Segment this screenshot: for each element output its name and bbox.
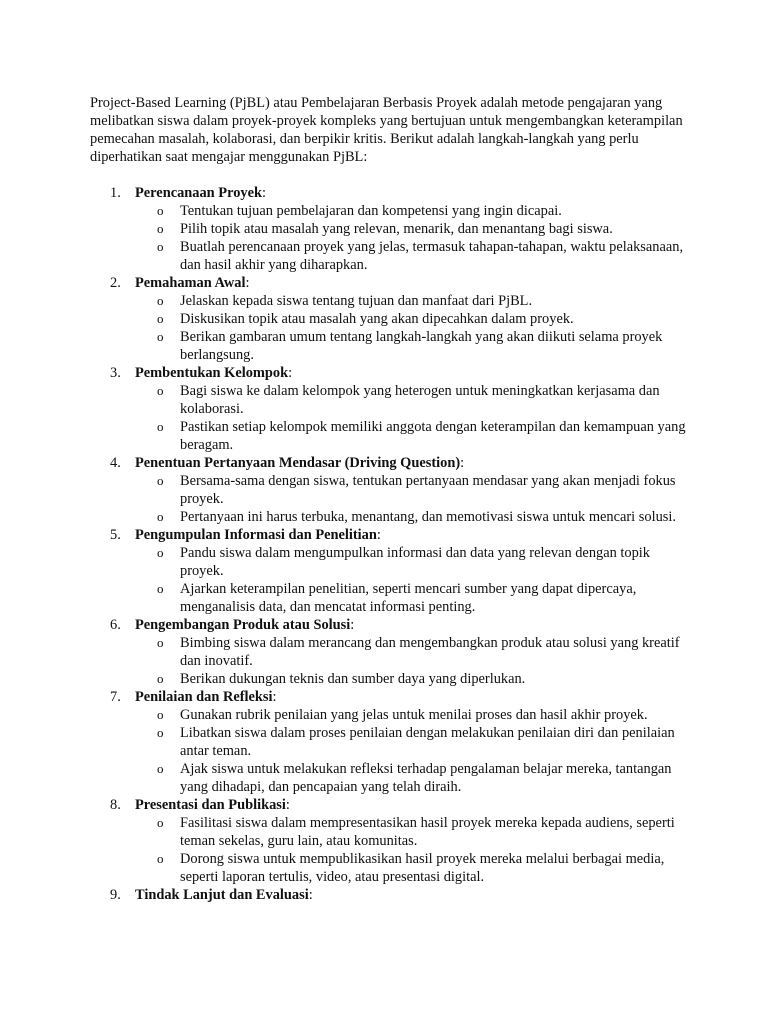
bullet-list [135,472,686,526]
step-number: 1. [110,185,121,201]
step-title: Pemahaman Awal [135,275,246,291]
bullet-text: Gunakan rubrik penilaian yang jelas untuk menilai proses dan hasil akhir proyek. [180,707,648,723]
bullet-item [135,580,686,616]
bullet-text: Berikan dukungan teknis dan sumber daya yang diperlukan. [180,671,526,687]
bullet-item [135,220,686,238]
circle-bullet-icon: o [157,311,164,326]
step-title: Penilaian dan Refleksi [135,689,273,705]
bullet-text: Dorong siswa untuk mempublikasikan hasil proyek mereka melalui berbagai media, seperti laporan tertulis, video, atau presentasi digital. [180,851,665,885]
bullet-item [135,814,686,850]
step-heading: Presentasi dan Publikasi: [135,797,290,813]
bullet-text: Bersama-sama dengan siswa, tentukan pertanyaan mendasar yang akan menjadi fokus proyek. [180,473,676,507]
step-title: Presentasi dan Publikasi [135,797,286,813]
step-item [90,526,686,616]
bullet-item [135,238,686,274]
bullet-text: Berikan gambaran umum tentang langkah-langkah yang akan diikuti selama proyek berlangsung. [180,329,663,363]
step-number: 5. [110,527,121,543]
bullet-item [135,310,686,328]
step-heading: Pengembangan Produk atau Solusi: [135,617,355,633]
circle-bullet-icon: o [157,635,164,650]
bullet-list [135,292,686,364]
step-item [90,688,686,796]
bullet-text: Libatkan siswa dalam proses penilaian dengan melakukan penilaian diri dan penilaian antar teman. [180,725,675,759]
step-heading: Pembentukan Kelompok: [135,365,293,381]
bullet-text: Ajarkan keterampilan penelitian, seperti mencari sumber yang dapat dipercaya, menganalisis data, dan mencatat informasi penting. [180,581,637,615]
step-item [90,886,686,904]
circle-bullet-icon: o [157,815,164,830]
circle-bullet-icon: o [157,581,164,596]
circle-bullet-icon: o [157,707,164,722]
step-number: 4. [110,455,121,471]
step-heading: Pengumpulan Informasi dan Penelitian: [135,527,381,543]
bullet-item [135,382,686,418]
circle-bullet-icon: o [157,851,164,866]
bullet-text: Pandu siswa dalam mengumpulkan informasi dan data yang relevan dengan topik proyek. [180,545,650,579]
bullet-item [135,418,686,454]
bullet-text: Ajak siswa untuk melakukan refleksi terhadap pengalaman belajar mereka, tantangan yang dihadapi, dan pencapaian yang telah diraih. [180,761,672,795]
circle-bullet-icon: o [157,545,164,560]
circle-bullet-icon: o [157,473,164,488]
bullet-list [135,382,686,454]
step-item [90,616,686,688]
step-number: 3. [110,365,121,381]
step-number: 9. [110,887,121,903]
step-title: Pengembangan Produk atau Solusi [135,617,351,633]
circle-bullet-icon: o [157,203,164,218]
step-title: Pengumpulan Informasi dan Penelitian [135,527,377,543]
bullet-item [135,706,686,724]
bullet-text: Jelaskan kepada siswa tentang tujuan dan manfaat dari PjBL. [180,293,533,309]
document-page [90,94,686,904]
step-item [90,274,686,364]
step-item [90,364,686,454]
step-number: 8. [110,797,121,813]
bullet-text: Diskusikan topik atau masalah yang akan dipecahkan dalam proyek. [180,311,574,327]
step-heading: Tindak Lanjut dan Evaluasi: [135,887,313,903]
steps-list [90,184,686,904]
circle-bullet-icon: o [157,419,164,434]
step-item [90,796,686,886]
circle-bullet-icon: o [157,329,164,344]
circle-bullet-icon: o [157,671,164,686]
step-title: Pembentukan Kelompok [135,365,289,381]
bullet-list [135,544,686,616]
bullet-list [135,634,686,688]
bullet-text: Fasilitasi siswa dalam mempresentasikan hasil proyek mereka kepada audiens, seperti teman sekelas, guru lain, atau komunitas. [180,815,675,849]
bullet-text: Bagi siswa ke dalam kelompok yang heterogen untuk meningkatkan kerjasama dan kolaborasi. [180,383,660,417]
circle-bullet-icon: o [157,725,164,740]
bullet-item [135,508,686,526]
step-title: Penentuan Pertanyaan Mendasar (Driving Question) [135,455,461,471]
bullet-item [135,544,686,580]
bullet-item [135,202,686,220]
step-title: Perencanaan Proyek [135,185,262,201]
circle-bullet-icon: o [157,239,164,254]
bullet-list [135,814,686,886]
step-number: 6. [110,617,121,633]
bullet-item [135,472,686,508]
bullet-item [135,634,686,670]
step-title: Tindak Lanjut dan Evaluasi [135,887,309,903]
step-heading: Perencanaan Proyek: [135,185,266,201]
bullet-text: Pastikan setiap kelompok memiliki anggota dengan keterampilan dan kemampuan yang beragam. [180,419,686,453]
bullet-item [135,670,686,688]
circle-bullet-icon: o [157,383,164,398]
bullet-text: Tentukan tujuan pembelajaran dan kompetensi yang ingin dicapai. [180,203,562,219]
intro-paragraph: Project-Based Learning (PjBL) atau Pembelajaran Berbasis Proyek adalah metode pengajaran yang melibatkan siswa dalam proyek-proyek kompleks yang bertujuan untuk mengembangkan keterampilan pemecahan masalah, kolaborasi, dan berpikir kritis. Berikut adalah langkah-langkah yang perlu diperhatikan saat mengajar menggunakan PjBL: [90,95,683,165]
bullet-text: Pilih topik atau masalah yang relevan, menarik, dan menantang bagi siswa. [180,221,613,237]
step-heading: Pemahaman Awal: [135,275,250,291]
bullet-text: Bimbing siswa dalam merancang dan mengembangkan produk atau solusi yang kreatif dan inovatif. [180,635,680,669]
circle-bullet-icon: o [157,509,164,524]
step-heading: Penentuan Pertanyaan Mendasar (Driving Question): [135,455,465,471]
bullet-list [135,706,686,796]
bullet-item [135,328,686,364]
bullet-item [135,850,686,886]
bullet-text: Buatlah perencanaan proyek yang jelas, termasuk tahapan-tahapan, waktu pelaksanaan, dan hasil akhir yang diharapkan. [180,239,684,273]
step-number: 2. [110,275,121,291]
bullet-item [135,724,686,760]
step-heading: Penilaian dan Refleksi: [135,689,277,705]
bullet-list [135,202,686,274]
step-item [90,184,686,274]
circle-bullet-icon: o [157,221,164,236]
bullet-item [135,760,686,796]
step-number: 7. [110,689,121,705]
circle-bullet-icon: o [157,761,164,776]
circle-bullet-icon: o [157,293,164,308]
step-item [90,454,686,526]
bullet-item [135,292,686,310]
bullet-text: Pertanyaan ini harus terbuka, menantang, dan memotivasi siswa untuk mencari solusi. [180,509,676,525]
